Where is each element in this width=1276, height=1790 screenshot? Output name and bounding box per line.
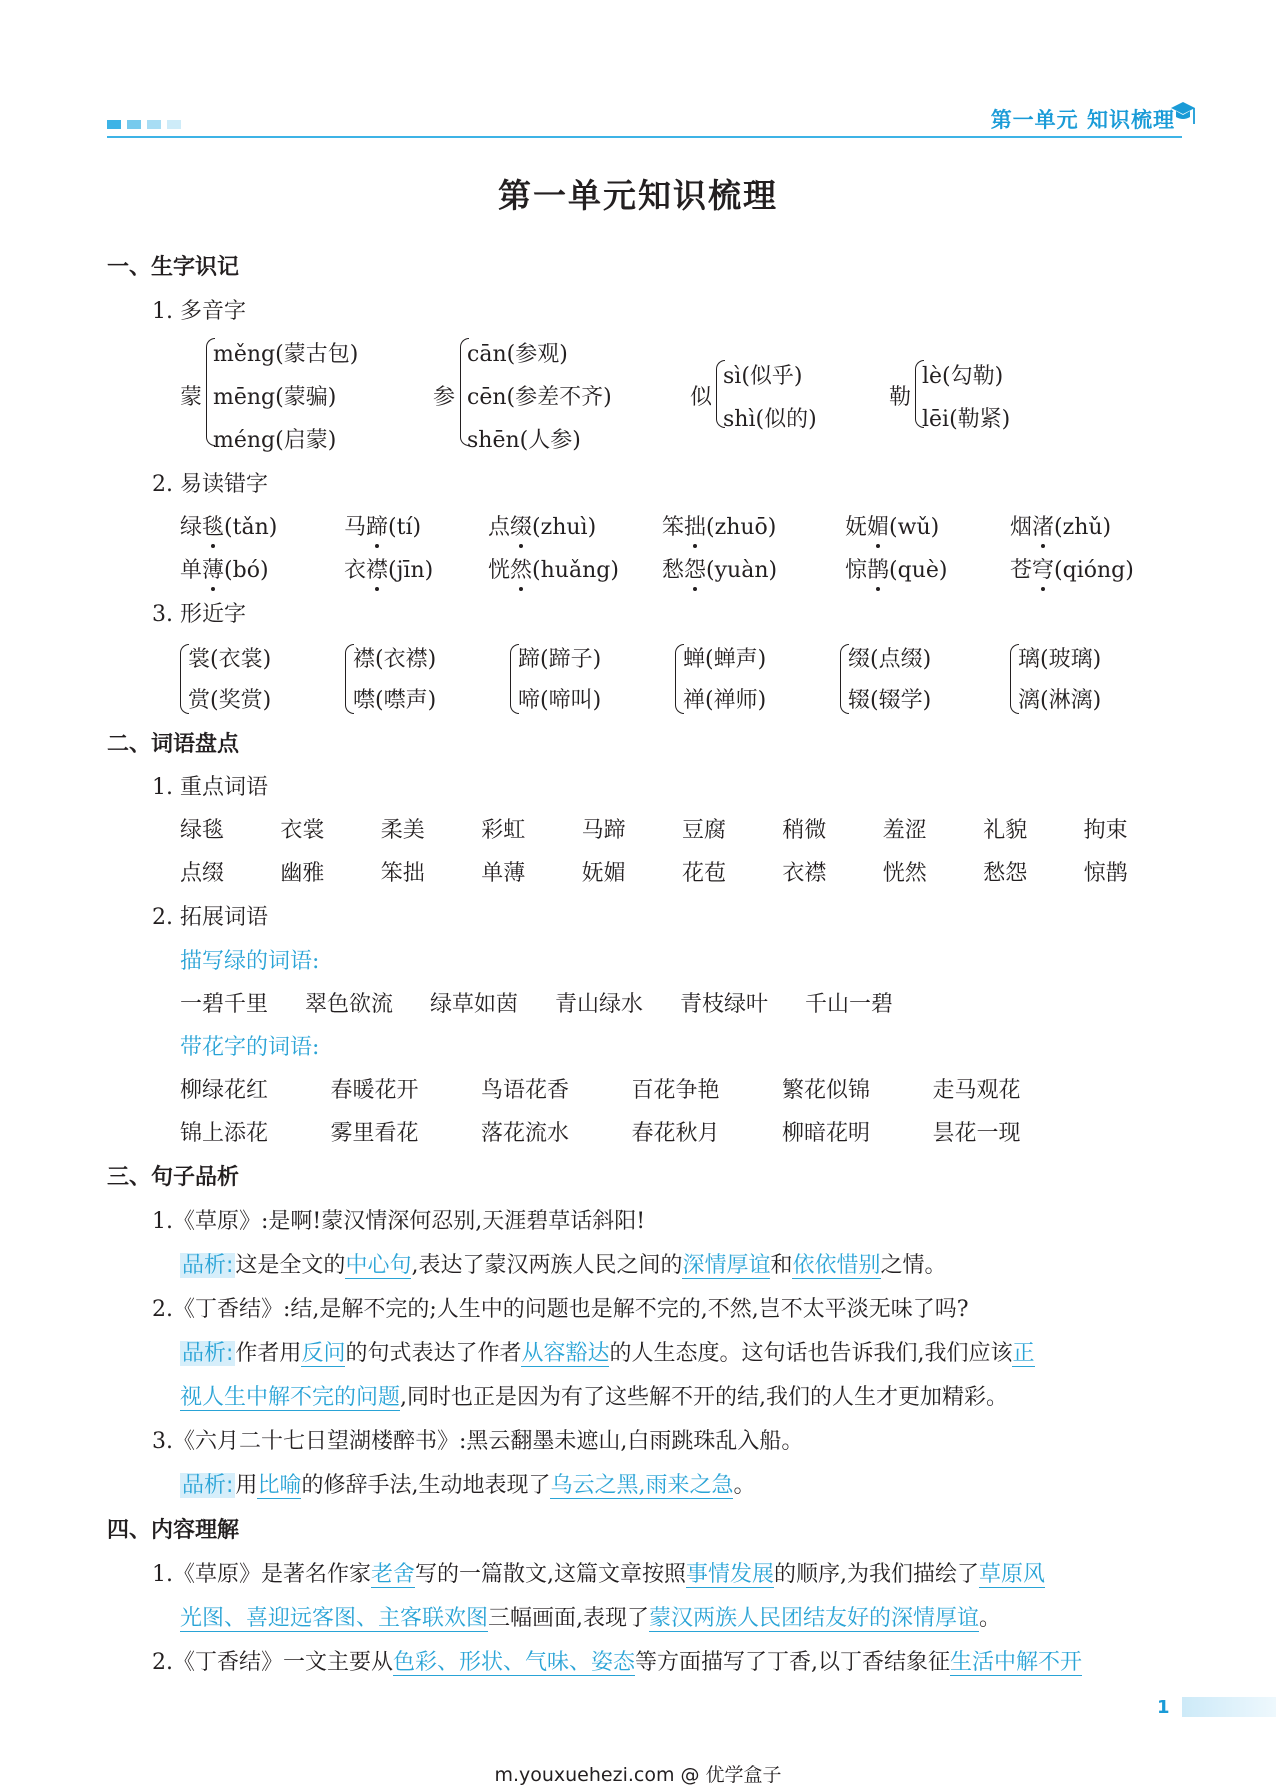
polyphone-reading: méng(启蒙) <box>213 428 337 453</box>
content-1-cont: 光图、喜迎远客图、主客联欢图三幅画面,表现了蒙汉两族人民团结友好的深情厚谊。 <box>180 1606 1002 1631</box>
similar-char: 缀(点缀) <box>848 647 932 672</box>
analysis-2: 品析:作者用反问的句式表达了作者从容豁达的人生态度。这句话也告诉我们,我们应该正 <box>182 1341 1035 1366</box>
sentence-1: 1.《草原》:是啊!蒙汉情深何忍别,天涯碧草话斜阳! <box>152 1209 646 1234</box>
polyphone-char: 蒙 <box>180 385 203 410</box>
analysis-1: 品析:这是全文的中心句,表达了蒙汉两族人民之间的深情厚谊和依依惜别之情。 <box>182 1253 947 1278</box>
key-word: 马蹄 <box>581 818 626 843</box>
extended-word: 落花流水 <box>481 1121 570 1146</box>
page-title: 第一单元知识梳理 <box>498 176 778 215</box>
category-flower-words: 带花字的词语: <box>180 1035 320 1060</box>
key-word: 幽雅 <box>280 861 325 886</box>
extended-word: 青枝绿叶 <box>680 992 769 1017</box>
extended-word: 走马观花 <box>932 1078 1021 1103</box>
similar-char: 禅(禅师) <box>683 688 767 713</box>
key-word: 恍然 <box>882 861 927 886</box>
key-word: 笨拙 <box>380 861 425 886</box>
misread-word: 马蹄(tí) <box>344 510 421 541</box>
extended-word: 锦上添花 <box>180 1121 269 1146</box>
key-word: 惊鹊 <box>1083 861 1128 886</box>
analysis-tag: 品析: <box>182 1341 234 1366</box>
analysis-tag: 品析: <box>182 1253 234 1278</box>
extended-word: 繁花似锦 <box>782 1078 871 1103</box>
analysis-2-cont: 视人生中解不完的问题,同时也正是因为有了这些解不开的结,我们的人生才更加精彩。 <box>180 1385 1009 1410</box>
key-word: 衣裳 <box>280 818 325 843</box>
header-unit-label: 第一单元 知识梳理 <box>990 108 1175 132</box>
polyphone-char: 似 <box>690 385 713 410</box>
graduation-cap-icon <box>1170 98 1196 130</box>
page-number-bar <box>1182 1697 1276 1717</box>
misread-word: 苍穹(qióng) <box>1010 553 1134 584</box>
key-word: 稍微 <box>782 818 827 843</box>
header-rule <box>107 136 1182 138</box>
key-word: 花苞 <box>682 861 727 886</box>
key-word: 拘束 <box>1083 818 1128 843</box>
similar-char: 漓(淋漓) <box>1018 688 1102 713</box>
misread-word: 愁怨(yuàn) <box>662 553 777 584</box>
section-heading-3: 三、句子品析 <box>107 1165 240 1190</box>
extended-word: 春暖花开 <box>330 1078 419 1103</box>
similar-char: 裳(衣裳) <box>188 647 272 672</box>
polyphone-reading: mēng(蒙骗) <box>213 385 337 410</box>
similar-char: 璃(玻璃) <box>1018 647 1102 672</box>
key-word: 羞涩 <box>882 818 927 843</box>
key-word: 点缀 <box>180 861 225 886</box>
misread-word: 单薄(bó) <box>180 553 269 584</box>
similar-char: 赏(奖赏) <box>188 688 272 713</box>
key-word: 绿毯 <box>180 818 225 843</box>
extended-word: 绿草如茵 <box>430 992 519 1017</box>
sub-heading-misread: 2. 易读错字 <box>152 472 268 497</box>
analysis-tag: 品析: <box>182 1473 234 1498</box>
section-heading-2: 二、词语盘点 <box>107 732 240 757</box>
extended-word: 一碧千里 <box>180 992 269 1017</box>
polyphone-reading: lēi(勒紧) <box>922 407 1011 432</box>
polyphone-reading: sì(似乎) <box>723 364 803 389</box>
misread-word: 衣襟(jīn) <box>344 553 433 584</box>
misread-word: 妩媚(wǔ) <box>845 510 939 541</box>
extended-word: 柳暗花明 <box>782 1121 871 1146</box>
extended-word: 春花秋月 <box>631 1121 720 1146</box>
content-2: 2.《丁香结》一文主要从色彩、形状、气味、姿态等方面描写了丁香,以丁香结象征生活中解不开 <box>152 1650 1083 1675</box>
similar-char: 啼(啼叫) <box>518 688 602 713</box>
section-heading-4: 四、内容理解 <box>107 1518 240 1543</box>
similar-char: 辍(辍学) <box>848 688 932 713</box>
similar-char: 襟(衣襟) <box>353 647 437 672</box>
key-word: 单薄 <box>481 861 526 886</box>
header-squares <box>107 120 181 129</box>
polyphone-reading: shì(似的) <box>723 407 817 432</box>
polyphone-reading: lè(勾勒) <box>922 364 1004 389</box>
similar-char: 噤(噤声) <box>353 688 437 713</box>
analysis-3: 品析:用比喻的修辞手法,生动地表现了乌云之黑,雨来之急。 <box>182 1473 756 1498</box>
extended-word: 千山一碧 <box>805 992 894 1017</box>
misread-word: 恍然(huǎng) <box>488 553 619 584</box>
key-word: 礼貌 <box>983 818 1028 843</box>
sub-heading-similar: 3. 形近字 <box>152 602 246 627</box>
key-word: 彩虹 <box>481 818 526 843</box>
sub-heading-polyphone: 1. 多音字 <box>152 299 246 324</box>
extended-word: 雾里看花 <box>330 1121 419 1146</box>
category-green-words: 描写绿的词语: <box>180 949 320 974</box>
content-1: 1.《草原》是著名作家老舍写的一篇散文,这篇文章按照事情发展的顺序,为我们描绘了草原风 <box>152 1562 1046 1587</box>
key-word: 柔美 <box>380 818 425 843</box>
sentence-2: 2.《丁香结》:结,是解不完的;人生中的问题也是解不完的,不然,岂不太平淡无味了吗? <box>152 1297 969 1322</box>
extended-word: 翠色欲流 <box>305 992 394 1017</box>
extended-word: 昙花一现 <box>932 1121 1021 1146</box>
polyphone-reading: měng(蒙古包) <box>213 342 359 367</box>
key-word: 妩媚 <box>581 861 626 886</box>
polyphone-reading: cēn(参差不齐) <box>467 385 612 410</box>
polyphone-char: 参 <box>433 385 456 410</box>
key-word: 衣襟 <box>782 861 827 886</box>
sub-heading-extended-words: 2. 拓展词语 <box>152 905 268 930</box>
similar-char: 蹄(蹄子) <box>518 647 602 672</box>
misread-word: 绿毯(tǎn) <box>180 510 277 541</box>
extended-word: 鸟语花香 <box>481 1078 570 1103</box>
polyphone-reading: shēn(人参) <box>467 428 581 453</box>
misread-word: 点缀(zhuì) <box>488 510 596 541</box>
sentence-3: 3.《六月二十七日望湖楼醉书》:黑云翻墨未遮山,白雨跳珠乱入船。 <box>152 1429 804 1454</box>
extended-word: 柳绿花红 <box>180 1078 269 1103</box>
polyphone-char: 勒 <box>889 385 912 410</box>
key-word: 豆腐 <box>682 818 727 843</box>
extended-word: 青山绿水 <box>555 992 644 1017</box>
extended-word: 百花争艳 <box>631 1078 720 1103</box>
sub-heading-key-words: 1. 重点词语 <box>152 775 268 800</box>
polyphone-reading: cān(参观) <box>467 342 568 367</box>
misread-word: 烟渚(zhǔ) <box>1010 510 1111 541</box>
section-heading-1: 一、生字识记 <box>107 255 240 280</box>
similar-char: 蝉(蝉声) <box>683 647 767 672</box>
misread-word: 笨拙(zhuō) <box>662 510 776 541</box>
key-word: 愁怨 <box>983 861 1028 886</box>
page-number: 1 <box>1157 1697 1170 1718</box>
misread-word: 惊鹊(què) <box>845 553 947 584</box>
footer-watermark: m.youxuehezi.com @ 优学盒子 <box>494 1764 782 1786</box>
